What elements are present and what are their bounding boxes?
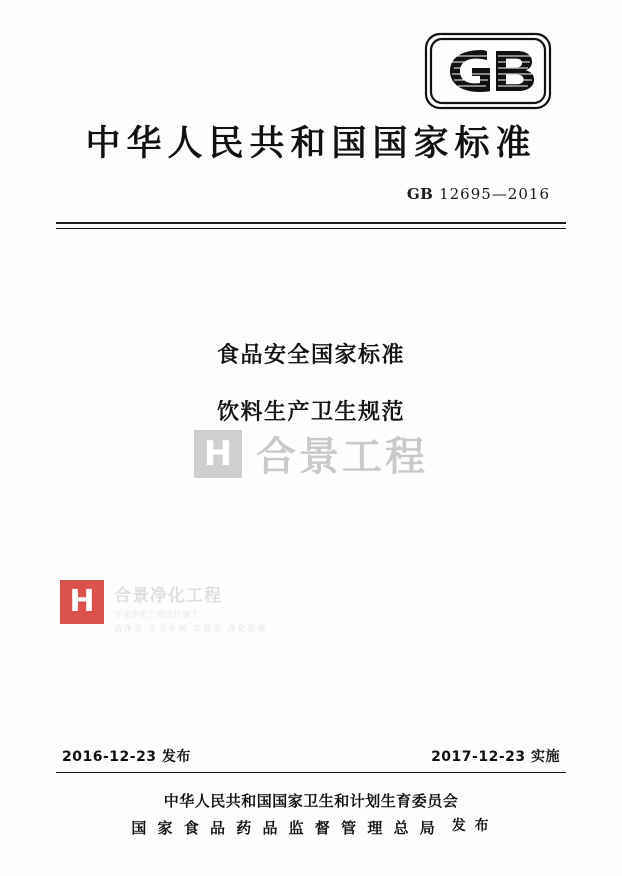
- page-title: 中华人民共和国国家标准: [85, 123, 537, 164]
- publisher-line-2-row: [131, 817, 490, 838]
- issue-date: 2016-12-23 发布: [62, 749, 191, 765]
- watermark-badge-icon: H: [194, 430, 242, 478]
- publisher-action-label: 发 布: [451, 818, 491, 834]
- divider-bottom: [56, 772, 566, 773]
- standard-number: [407, 185, 550, 203]
- publisher-line-1: 中华人民共和国国家卫生和计划生育委员会: [163, 792, 459, 810]
- watermark-secondary-line-2: 专业净化工程设计施工: [114, 610, 199, 619]
- standard-number-prefix: GB: [406, 185, 434, 203]
- publisher-block: [0, 790, 622, 838]
- watermark-secondary-line-1: 合景净化工程: [114, 586, 222, 606]
- subtitle-secondary: 饮料生产卫生规范: [216, 400, 405, 425]
- watermark-secondary: [60, 580, 268, 634]
- watermark-secondary-badge-icon: H: [60, 580, 104, 624]
- publisher-line-2: 国 家 食 品 药 品 监 督 管 理 总 局: [131, 819, 438, 837]
- watermark-primary-text: 合景工程: [256, 434, 428, 480]
- effective-date: 2017-12-23 实施: [431, 749, 560, 765]
- watermark-primary: [0, 425, 622, 482]
- divider-top-thin: [56, 228, 566, 229]
- watermark-secondary-line-3: 洁净室 无尘车间 实验室 净化装修: [114, 624, 268, 633]
- watermark-secondary-lines: [114, 580, 268, 634]
- subtitle-primary: 食品安全国家标准: [216, 343, 405, 368]
- standard-number-value: 12695—2016: [439, 185, 550, 203]
- subtitle-block: [0, 338, 622, 426]
- gb-emblem-icon: [424, 32, 552, 110]
- divider-top-thick: [56, 222, 566, 224]
